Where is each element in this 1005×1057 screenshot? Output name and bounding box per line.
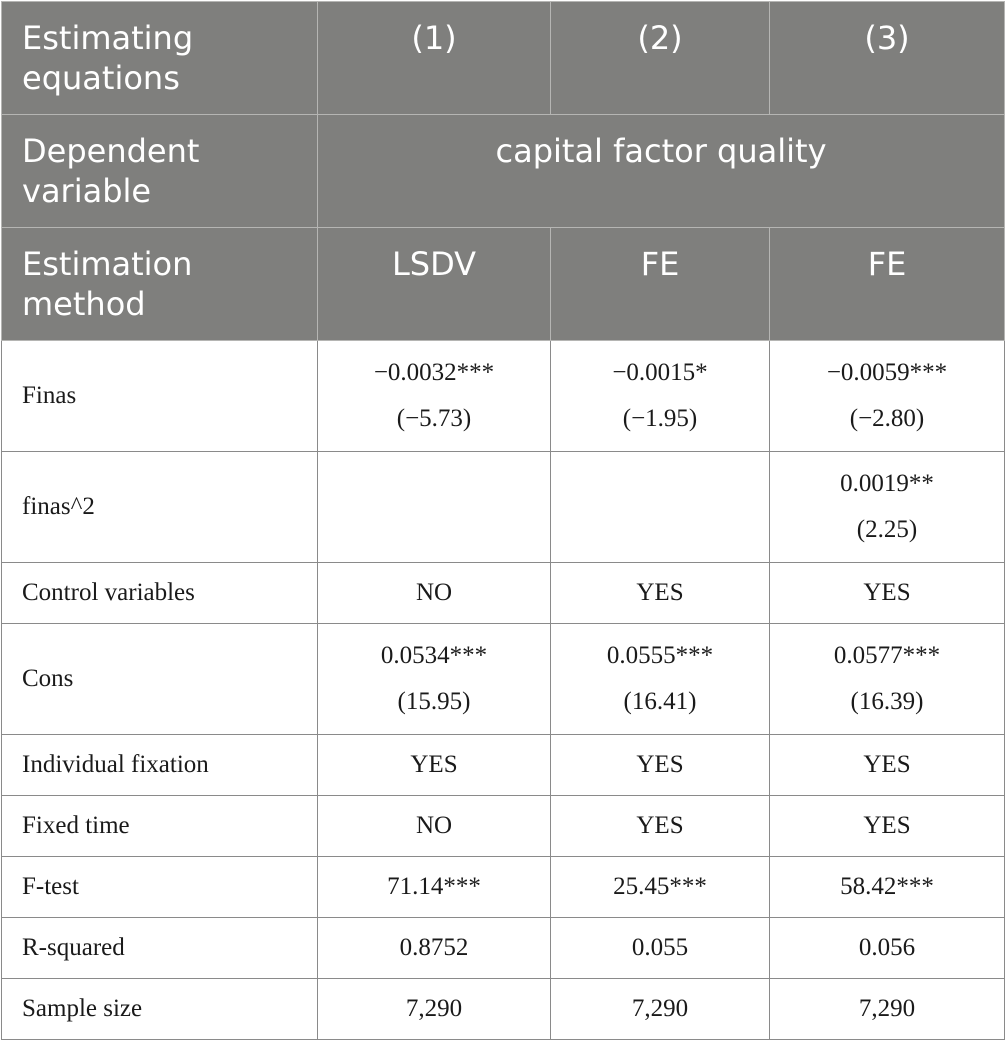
- row-label: F-test: [2, 857, 318, 918]
- header-row-method: [2, 228, 1005, 341]
- header-row-dependent: [2, 115, 1005, 228]
- header-label-dependent: Dependent variable: [2, 115, 318, 228]
- header-col-3: (3): [770, 2, 1005, 115]
- table-row: [2, 452, 1005, 563]
- header-dependent-variable: capital factor quality: [318, 115, 1005, 228]
- regression-results-table: [1, 1, 1005, 1040]
- row-label: Control variables: [2, 563, 318, 624]
- table-cell: 7,290: [318, 979, 551, 1040]
- method-col-3: FE: [770, 228, 1005, 341]
- row-label: Individual fixation: [2, 735, 318, 796]
- header-label-method: Estimation method: [2, 228, 318, 341]
- coefficient: −0.0059***: [826, 359, 948, 386]
- table-cell: YES: [770, 796, 1005, 857]
- table-cell: [770, 452, 1005, 563]
- coefficient: 0.0577***: [833, 642, 941, 669]
- header-col-1: (1): [318, 2, 551, 115]
- table-cell: 0.055: [551, 918, 770, 979]
- t-statistic: (15.95): [397, 688, 471, 715]
- coefficient: −0.0032***: [373, 359, 495, 386]
- table-cell: YES: [770, 735, 1005, 796]
- header-row-equations: [2, 2, 1005, 115]
- coefficient: −0.0015*: [612, 359, 708, 386]
- table-cell: YES: [551, 796, 770, 857]
- t-statistic: (16.41): [623, 688, 697, 715]
- table-row: [2, 735, 1005, 796]
- table-row: [2, 857, 1005, 918]
- table-cell: 0.8752: [318, 918, 551, 979]
- t-statistic: (16.39): [850, 688, 924, 715]
- table-cell: 71.14***: [318, 857, 551, 918]
- method-col-2: FE: [551, 228, 770, 341]
- table-cell: YES: [318, 735, 551, 796]
- header-col-2: (2): [551, 2, 770, 115]
- t-statistic: (2.25): [856, 516, 918, 543]
- row-label: Fixed time: [2, 796, 318, 857]
- table-row: [2, 796, 1005, 857]
- table-cell: [318, 624, 551, 735]
- table-cell: 25.45***: [551, 857, 770, 918]
- table-row: [2, 563, 1005, 624]
- method-col-1: LSDV: [318, 228, 551, 341]
- table-cell: YES: [551, 563, 770, 624]
- table-cell: 0.056: [770, 918, 1005, 979]
- table-cell: NO: [318, 563, 551, 624]
- table-row: [2, 624, 1005, 735]
- header-label-equations: Estimating equations: [2, 2, 318, 115]
- table-cell-empty: [318, 452, 551, 563]
- row-label: R-squared: [2, 918, 318, 979]
- table-row: [2, 918, 1005, 979]
- table-cell: [770, 624, 1005, 735]
- table-cell: 7,290: [551, 979, 770, 1040]
- coefficient: 0.0555***: [606, 642, 714, 669]
- coefficient: 0.0019**: [840, 470, 934, 497]
- table-cell: [551, 341, 770, 452]
- table-row: [2, 979, 1005, 1040]
- table-cell: YES: [551, 735, 770, 796]
- table-cell: [318, 341, 551, 452]
- coefficient: 0.0534***: [380, 642, 488, 669]
- table-cell: YES: [770, 563, 1005, 624]
- table-cell: [770, 341, 1005, 452]
- t-statistic: (−5.73): [396, 405, 472, 432]
- row-label: finas^2: [2, 452, 318, 563]
- t-statistic: (−2.80): [849, 405, 925, 432]
- table-cell: 58.42***: [770, 857, 1005, 918]
- t-statistic: (−1.95): [622, 405, 698, 432]
- row-label: Cons: [2, 624, 318, 735]
- row-label: Finas: [2, 341, 318, 452]
- table-cell: 7,290: [770, 979, 1005, 1040]
- table-cell-empty: [551, 452, 770, 563]
- table-cell: [551, 624, 770, 735]
- row-label: Sample size: [2, 979, 318, 1040]
- table-row: [2, 341, 1005, 452]
- table-cell: NO: [318, 796, 551, 857]
